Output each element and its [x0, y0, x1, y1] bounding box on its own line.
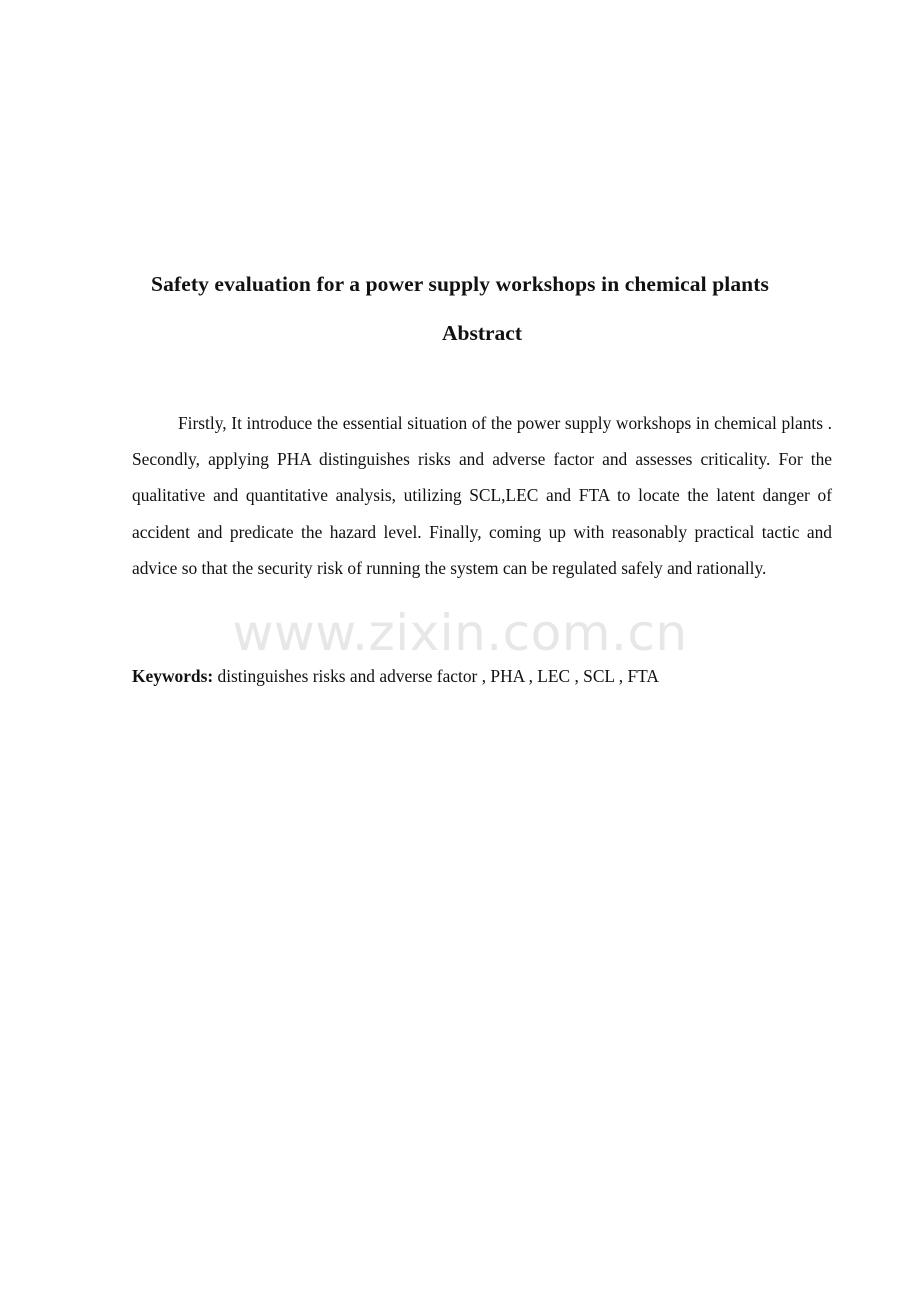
abstract-heading: Abstract	[441, 321, 522, 345]
keywords-line	[132, 659, 832, 693]
watermark-text: www.zixin.com.cn	[232, 604, 688, 662]
document-title: Safety evaluation for a power supply workshops in chemical plants	[151, 272, 769, 296]
keywords-label: Keywords:	[132, 666, 214, 686]
keywords-text: distinguishes risks and adverse factor , PHA , LEC , SCL , FTA	[217, 666, 659, 686]
abstract-body: Firstly, It introduce the essential situation of the power supply workshops in chemical plants . Secondly, applying PHA distinguishes risks and adverse factor and assesses criticality. For the qualitative and quantitative analysis, utilizing SCL,LEC and FTA to locate the latent danger of accident and predicate the hazard level. Finally, coming up with reasonably practical tactic and advice so that the security risk of running the system can be regulated safely and rationally.	[132, 413, 832, 578]
